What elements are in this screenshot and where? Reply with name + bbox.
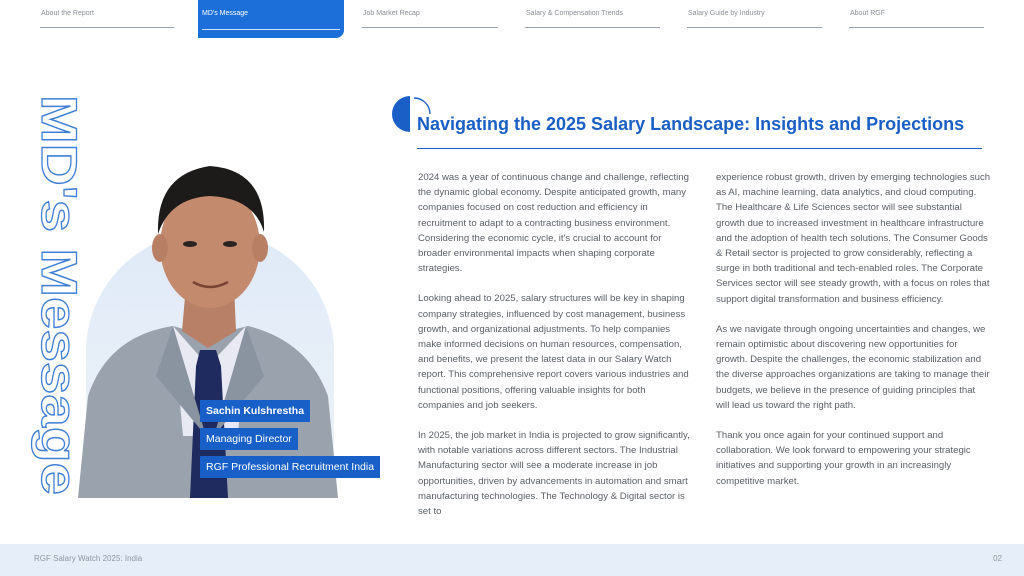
- paragraph: Looking ahead to 2025, salary structures will be key in shaping company strategies, influenced by cost management, business growth, and organizational adjustments. To help companies make informed decisions on human resources, compensation, and benefits, we present the latest data in our Salary Watch report. This comprehensive report covers various industries and functional positions, offering valuable insights for both companies and job seekers.: [418, 293, 689, 411]
- nav-tab-job-market-recap[interactable]: [362, 10, 498, 28]
- nav-tab-label: About RGF: [850, 10, 886, 17]
- section-title-text: MD's Message: [31, 95, 84, 438]
- person-name-label: [200, 400, 310, 422]
- nav-tab-label: About the Report: [41, 10, 94, 17]
- person-company: RGF Professional Recruitment India: [206, 461, 375, 473]
- article-heading: Navigating the 2025 Salary Landscape: Insights and Projections: [417, 114, 965, 134]
- nav-tab-salary-guide-industry[interactable]: [687, 10, 822, 28]
- page-number: 02: [993, 554, 1002, 563]
- section-title-vertical: [28, 95, 84, 495]
- person-role-label: [200, 428, 298, 450]
- footer-report-title: RGF Salary Watch 2025: India: [34, 554, 143, 563]
- nav-tab-salary-compensation[interactable]: [525, 10, 660, 28]
- paragraph: 2024 was a year of continuous change and challenge, reflecting the dynamic global economy. Despite anticipated growth, many companies focused on cost reduction and efficiency in recruitment to adapt to a contracting business environment. Considering the economic cycle, it's crucial to account for broader environmental impacts when shaping corporate strategies.: [418, 172, 689, 275]
- person-name: Sachin Kulshrestha: [206, 405, 305, 417]
- footer-bar: [0, 544, 1024, 576]
- nav-tab-mds-message[interactable]: [198, 0, 344, 38]
- nav-tab-about-report[interactable]: [40, 10, 174, 28]
- nav-tab-label: MD's Message: [202, 10, 249, 17]
- nav-tab-underline: [202, 29, 340, 30]
- top-nav: [0, 0, 1024, 40]
- nav-tab-label: Job Market Recap: [363, 10, 420, 17]
- article-column-2: [716, 170, 991, 504]
- person-role: Managing Director: [206, 433, 292, 445]
- nav-tab-label: Salary Guide by Industry: [688, 10, 765, 17]
- nav-tab-about-rgf[interactable]: [849, 10, 984, 28]
- paragraph: experience robust growth, driven by emerging technologies such as AI, machine learning, data analytics, and cloud computing. The Healthcare & Life Sciences sector will see substantial growth due to increased investment in healthcare infrastructure and the adoption of health tech solutions. The Consumer Goods & Retail sector is projected to grow considerably, reflecting a surge in both traditional and tech-enabled roles. The Corporate Services sector will see steady growth, with a focus on roles that support digital transformation and business efficiency.: [716, 172, 991, 305]
- paragraph: Thank you once again for your continued support and collaboration. We look forward to empowering your strategic initiatives and supporting your growth in an increasingly competitive market.: [716, 430, 971, 487]
- paragraph: As we navigate through ongoing uncertainties and changes, we remain optimistic about discovering new opportunities for growth. Despite the challenges, the economic stabilization and the diverse approaches organizations are taking to manage their budgets, we believe in the presence of guiding principles that will lead us toward the right path.: [716, 323, 990, 411]
- person-company-label: [200, 456, 380, 478]
- article-column-1: [418, 170, 693, 534]
- heading-divider: [417, 148, 982, 149]
- nav-tab-label: Salary & Compensation Trends: [526, 10, 623, 17]
- paragraph: In 2025, the job market in India is projected to grow significantly, with notable variations across different sectors. The Industrial Manufacturing sector will see a moderate increase in job opportunities, driven by advancements in automation and smart manufacturing technologies. The Technology & Digital sector is set to: [418, 430, 690, 518]
